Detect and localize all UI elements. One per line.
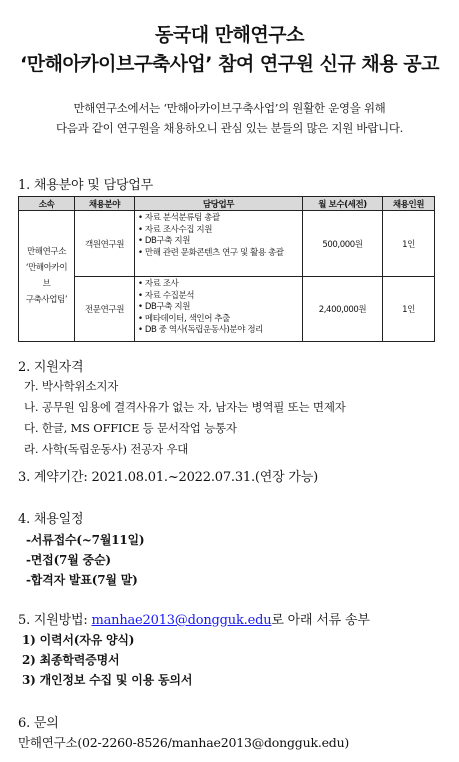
qualification-item: 나. 공무원 임용에 결격사유가 없는 자, 남자는 병역필 또는 면제자 — [24, 400, 346, 414]
table-header: 소속 — [19, 197, 75, 211]
application-email-link[interactable]: manhae2013@dongguk.edu — [91, 613, 272, 628]
pay-cell: 2,400,000원 — [303, 277, 383, 342]
section-6-heading: 6. 문의 — [18, 716, 59, 731]
affiliation-line: ‘만해아카이브 — [25, 263, 68, 289]
affiliation-line: 구축사업팀’ — [25, 295, 68, 305]
document-item: 1) 이력서(자유 양식) — [22, 633, 135, 647]
qualification-item: 라. 사학(독립운동사) 전공자 우대 — [24, 442, 189, 456]
table-header: 담당업무 — [135, 197, 303, 211]
table-row — [19, 277, 435, 342]
recruitment-table — [18, 196, 435, 342]
count-cell: 1인 — [383, 211, 435, 277]
section-2-heading: 2. 지원자격 — [18, 360, 84, 375]
field-cell: 전문연구원 — [75, 277, 135, 342]
count-cell: 1인 — [383, 277, 435, 342]
pay-cell: 500,000원 — [303, 211, 383, 277]
section-1-heading: 1. 채용분야 및 담당업무 — [18, 178, 154, 193]
section-4-heading: 4. 채용일정 — [18, 512, 84, 527]
affiliation-line: 만해연구소 — [26, 247, 67, 257]
duties-cell — [135, 277, 303, 342]
table-row — [19, 211, 435, 277]
duty-item: • DB구축 지원 — [138, 302, 191, 312]
duty-item: • DB 중 역사(독립운동사)분야 정리 — [138, 325, 263, 335]
contact-info: 만해연구소(02-2260-8526/manhae2013@dongguk.edu) — [18, 735, 350, 750]
section-5-heading — [18, 609, 370, 628]
section-5-suffix: 로 아래 서류 송부 — [271, 613, 370, 628]
field-cell: 객원연구원 — [75, 211, 135, 277]
section-5-label: 5. 지원방법: — [18, 613, 92, 628]
section-3-heading: 3. 계약기간: 2021.08.01.~2022.07.31.(연장 가능) — [18, 470, 319, 485]
document-item: 3) 개인정보 수집 및 이용 동의서 — [22, 673, 193, 687]
duty-item: • DB구축 지원 — [138, 236, 191, 246]
table-header: 월 보수(세전) — [303, 197, 383, 211]
qualification-item: 다. 한글, MS OFFICE 등 문서작업 능통자 — [24, 421, 237, 435]
intro-line-1: 만해연구소에서는 ‘만해아카이브구축사업’의 원활한 운영을 위해 — [73, 101, 386, 115]
table-header: 채용분야 — [75, 197, 135, 211]
schedule-item: -면접(7월 중순) — [26, 553, 111, 567]
title-line-1: 동국대 만해연구소 — [155, 24, 304, 46]
schedule-item: -합격자 발표(7월 말) — [26, 573, 138, 587]
qualification-item: 가. 박사학위소지자 — [24, 379, 119, 393]
duty-item: • 자료 조사 — [138, 279, 179, 289]
table-header: 채용인원 — [383, 197, 435, 211]
table-header-row — [19, 197, 435, 211]
duty-item: • 자료 분석분류팀 총괄 — [138, 213, 220, 223]
intro-line-2: 다음과 같이 연구원을 채용하오니 관심 있는 분들의 많은 지원 바랍니다. — [55, 121, 403, 135]
duty-item: • 자료 수집분석 — [138, 290, 195, 301]
affiliation-cell — [19, 211, 75, 342]
title-line-2: ‘만해아카이브구축사업’ 참여 연구원 신규 채용 공고 — [20, 53, 439, 75]
document-item: 2) 최종학력증명서 — [22, 653, 120, 667]
duties-cell — [135, 211, 303, 277]
duty-item: • 만해 관련 문화콘텐츠 연구 및 활용 총괄 — [138, 247, 284, 258]
duty-item: • 자료 조사수집 지원 — [138, 224, 213, 235]
schedule-item: -서류접수(~7월11일) — [26, 533, 145, 547]
duty-item: • 메타데이터, 색인어 추출 — [138, 313, 230, 324]
